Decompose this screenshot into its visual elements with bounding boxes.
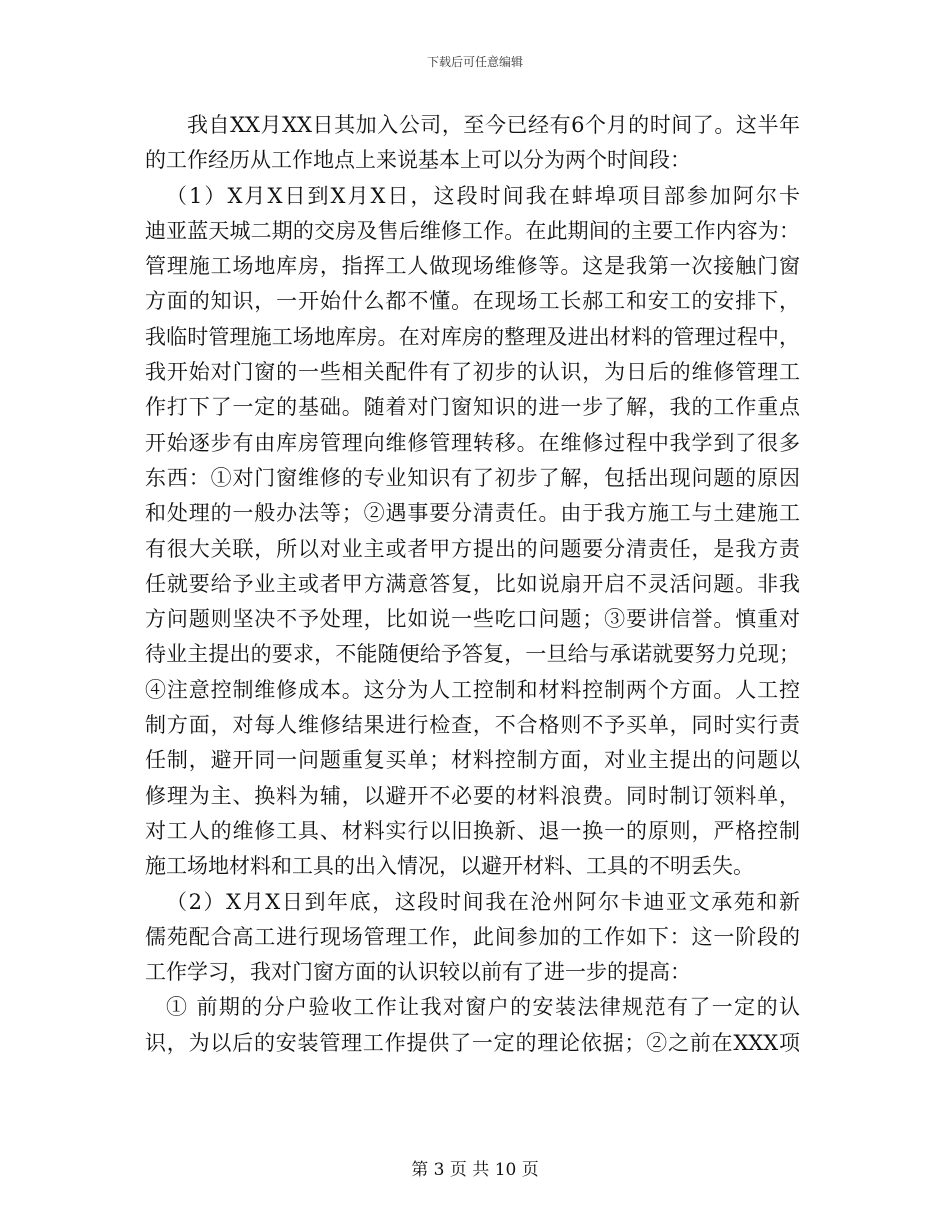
text-line: 待业主提出的要求，不能随便给予答复，一旦给与承诺就要努力兑现； (145, 642, 800, 667)
text-line: （2）X月X日到年底，这段时间我在沧州阿尔卡迪亚文承苑和新 (166, 889, 800, 914)
text-line: 有很大关联，所以对业主或者甲方提出的问题要分清责任，是我方责 (145, 536, 800, 561)
text-line: 我自XX月XX日其加入公司，至今已经有6个月的时间了。这半年 (187, 113, 800, 137)
text-line: 任就要给予业主或者甲方满意答复，比如说扇开启不灵活问题。非我 (145, 571, 800, 596)
page-header: 下载后可任意编辑 (426, 55, 523, 69)
text-line: 制方面，对每人维修结果进行检查，不合格则不予买单，同时实行责 (145, 713, 800, 738)
text-line: 我开始对门窗的一些相关配件有了初步的认识，为日后的维修管理工 (145, 360, 800, 385)
page-footer: 第 3 页 共 10 页 (411, 1160, 539, 1180)
text-line: （1）X月X日到X月X日，这段时间我在蚌埠项目部参加阿尔卡 (166, 183, 800, 208)
text-line: 儒苑配合高工进行现场管理工作，此间参加的工作如下：这一阶段的 (145, 924, 800, 949)
text-line: 管理施工场地库房，指挥工人做现场维修等。这是我第一次接触门窗 (145, 254, 800, 279)
text-line: 施工场地材料和工具的出入情况，以避开材料、工具的不明丢失。 (145, 854, 754, 879)
text-line: 方面的知识，一开始什么都不懂。在现场工长郝工和安工的安排下， (145, 289, 800, 314)
text-line: ④注意控制维修成本。这分为人工控制和材料控制两个方面。人工控 (145, 677, 800, 702)
text-line: 我临时管理施工场地库房。在对库房的整理及进出材料的管理过程中， (145, 324, 800, 349)
text-line: 任制，避开同一问题重复买单；材料控制方面，对业主提出的问题以 (145, 748, 800, 773)
text-line: 作打下了一定的基础。随着对门窗知识的进一步了解，我的工作重点 (145, 395, 800, 420)
text-line: 和处理的一般办法等；②遇事要分清责任。由于我方施工与土建施工 (145, 501, 800, 526)
body-text (145, 108, 800, 1061)
text-line: 识，为以后的安装管理工作提供了一定的理论依据；②之前在XXX项 (145, 1030, 800, 1055)
text-line: 工作学习，我对门窗方面的认识较以前有了进一步的提高： (145, 960, 691, 985)
text-line: 方问题则坚决不予处理，比如说一些吃口问题；③要讲信誉。慎重对 (145, 607, 800, 632)
text-line: 开始逐步有由库房管理向维修管理转移。在维修过程中我学到了很多 (145, 430, 800, 455)
text-line: 的工作经历从工作地点上来说基本上可以分为两个时间段： (145, 148, 691, 173)
text-line: ① 前期的分户验收工作让我对窗户的安装法律规范有了一定的认 (166, 995, 800, 1020)
text-line: 对工人的维修工具、材料实行以旧换新、退一换一的原则，严格控制 (145, 818, 800, 843)
text-line: 修理为主、换料为辅，以避开不必要的材料浪费。同时制订领料单， (145, 783, 800, 808)
text-line: 迪亚蓝天城二期的交房及售后维修工作。在此期间的主要工作内容为： (145, 218, 800, 243)
text-line: 东西：①对门窗维修的专业知识有了初步了解，包括出现问题的原因 (145, 465, 800, 490)
